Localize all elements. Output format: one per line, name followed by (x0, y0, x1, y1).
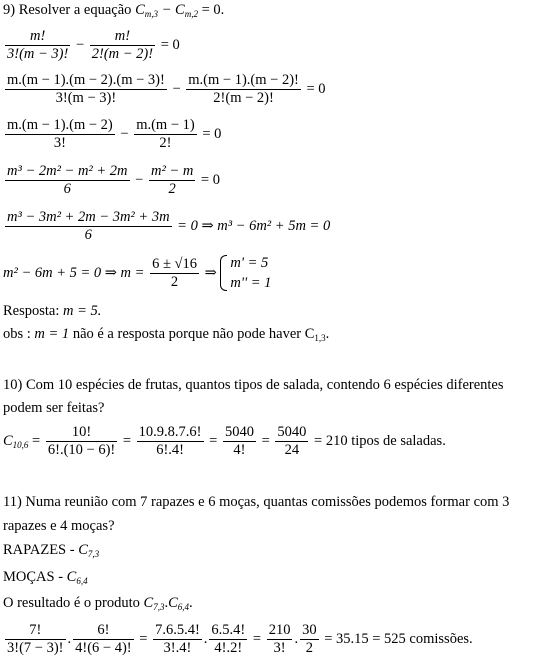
fraction: $\frac{m.(m - 1).(m - 2).(m - 3)!}{3!(m - 3)!}$ (7, 72, 165, 106)
fraction: $\frac{m.(m - 1).(m - 2)!}{2!(m - 2)!}$ (188, 72, 299, 106)
problem-11-line-2: rapazes e 4 moças? (3, 518, 115, 534)
equation-line-3: $\frac{m.(m - 1).(m - 2)}{3!}$ − $\frac{m.(m - 1)}{2!}$ = 0 (7, 117, 222, 151)
solution-system: m' = 5 m'' = 1 (220, 253, 271, 293)
problem-11-equation: $\frac{7!}{3!(7 - 3)!}$ . $\frac{6!}{4!(6 - 4)!}$ = $\frac{7.6.5.4!}{3!.4!}$ . $\frac{6.5.4!}{4!.2!}$ = $\frac{210}{3!}$ . $\frac{30}{2}$ = 35.15 = 525 comissões. (7, 622, 473, 656)
fraction: $\frac{m!}{3!(m - 3)!}$ (7, 28, 69, 62)
problem-10-line-2: podem ser feitas? (3, 400, 105, 416)
answer-line: Resposta: m = 5. (3, 303, 102, 319)
mocas-line: MOÇAS - $C_{6,4}$ (3, 569, 88, 586)
fraction: $\frac{5040}{4!}$ (224, 424, 254, 458)
fraction: $\frac{6.5.4!}{4!.2!}$ (211, 622, 246, 656)
fraction: $\frac{\text{m³ − 3m² + 2m − 3m² + 3m}}{6}$ (7, 209, 170, 243)
produto-line: O resultado é o produto $C_{7,3}.C_{6,4}$. (3, 595, 193, 612)
fraction: $\frac{m!}{2!(m - 2)!}$ (91, 28, 154, 62)
fraction: $\frac{30}{2}$ (302, 622, 317, 656)
fraction: $\frac{\text{m² − m}}{2}$ (150, 163, 194, 197)
problem-10-line-1: 10) Com 10 espécies de frutas, quantos tipos de salada, contendo 6 espécies diferentes (3, 377, 504, 393)
fraction: $\frac{7.6.5.4!}{3!.4!}$ (155, 622, 200, 656)
equation-line-5: $\frac{\text{m³ − 3m² + 2m − 3m² + 3m}}{6}$ = 0 ⇒ m³ − 6m² + 5m = 0 (7, 209, 331, 243)
fraction: $\frac{7!}{3!(7 - 3)!}$ (7, 622, 64, 656)
problem-10-equation: $C_{10,6}$ = $\frac{10!}{6!.(10 - 6)!}$ = $\frac{10.9.8.7.6!}{6!.4!}$ = $\frac{5040}{4!}$ = $\frac{5040}{24}$ = 210 tipos de saladas. (3, 424, 446, 458)
rapazes-line: RAPAZES - $C_{7,3}$ (3, 542, 100, 559)
fraction: $\frac{m.(m - 1)}{2!}$ (136, 117, 195, 151)
fraction: $\frac{10.9.8.7.6!}{6!.4!}$ (138, 424, 202, 458)
fraction: $\frac{5040}{24}$ (277, 424, 307, 458)
equation-line-6: m² − 6m + 5 = 0 ⇒ m = $\frac{6 \pm √16}{2}$ ⇒ m' = 5 m'' = 1 (3, 255, 272, 291)
equation-line-1: $\frac{m!}{3!(m - 3)!}$ − $\frac{m!}{2!(m - 2)!}$ = 0 (7, 28, 180, 62)
fraction: $\frac{m.(m - 1).(m - 2)}{3!}$ (7, 117, 113, 151)
problem-9-title: 9) Resolver a equação $C_{m,3} - C_{m,2} = 0$. (3, 2, 225, 19)
fraction: $\frac{\text{m³ − 2m² − m² + 2m}}{6}$ (7, 163, 128, 197)
obs-line: obs : m = 1 não é a resposta porque não pode haver $C_{1,3}$. (3, 326, 330, 343)
problem-11-line-1: 11) Numa reunião com 7 rapazes e 6 moças, quantas comissões podemos formar com 3 (3, 494, 510, 510)
fraction: $\frac{210}{3!}$ (268, 622, 291, 656)
fraction: $\frac{6 \pm √16}{2}$ (152, 255, 197, 290)
equation-line-4: $\frac{\text{m³ − 2m² − m² + 2m}}{6}$ − $\frac{\text{m² − m}}{2}$ = 0 (7, 163, 220, 197)
equation-line-2: $\frac{m.(m - 1).(m - 2).(m - 3)!}{3!(m - 3)!}$ − $\frac{m.(m - 1).(m - 2)!}{2!(m - 2)!}$ = 0 (7, 72, 326, 106)
fraction: $\frac{6!}{4!(6 - 4)!}$ (75, 622, 132, 656)
fraction: $\frac{10!}{6!.(10 - 6)!}$ (47, 424, 116, 458)
